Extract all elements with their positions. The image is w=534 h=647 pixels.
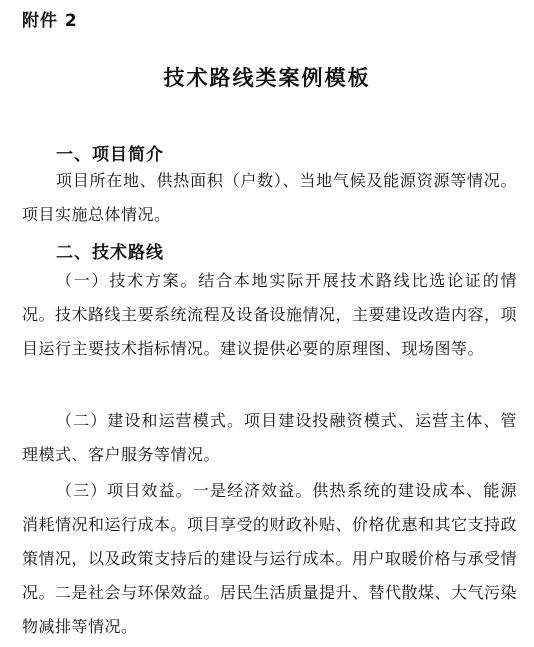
intro-paragraph	[22, 164, 517, 232]
tech-plan-text: 结合本地实际开展技术路线比选论证的情况。技术路线主要系统流程及设备设施情况，主要建设改造内容，项目运行主要技术指标情况。建议提供必要的原理图、现场图等。	[22, 271, 518, 358]
intro-text: 项目所在地、供热面积（户数）、当地气候及能源资源等情况。项目实施总体情况。	[22, 171, 517, 224]
benefit-lead: （三）项目效益。	[56, 481, 193, 500]
operation-model-lead: （二）建设和运营模式。	[56, 411, 245, 430]
attachment-label: 附件 2	[22, 11, 78, 31]
section-heading-tech-route: 二、技术路线	[56, 243, 164, 263]
operation-model-text: 项目建设投融资模式、运营主体、管理模式、客户服务等情况。	[22, 411, 517, 464]
benefit-paragraph	[22, 474, 517, 644]
document-title: 技术路线类案例模板	[163, 66, 371, 90]
operation-model-paragraph	[22, 404, 517, 472]
benefit-text: 一是经济效益。供热系统的建设成本、能源消耗情况和运行成本。项目享受的财政补贴、价格优惠和其它支持政策情况，以及政策支持后的建设与运行成本。用户取暖价格与承受情况。二是社会与环保效益。居民生活质量提升、替代散煤、大气污染物减排等情况。	[22, 481, 518, 636]
section-heading-intro: 一、项目简介	[56, 145, 164, 165]
tech-plan-lead: （一）技术方案。	[56, 271, 199, 290]
tech-plan-paragraph	[22, 264, 517, 366]
